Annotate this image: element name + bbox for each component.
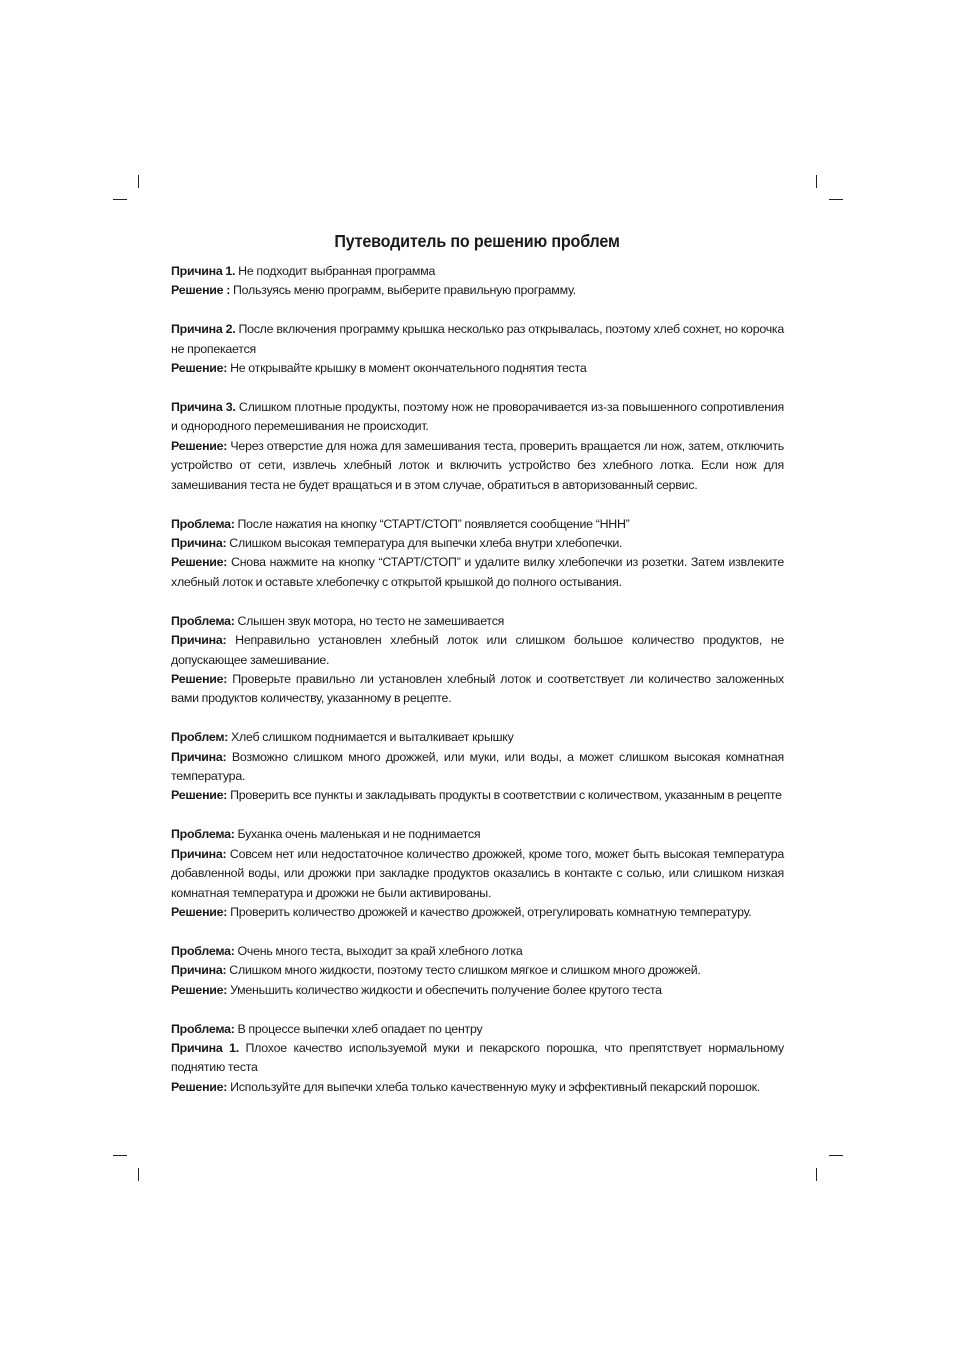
troubleshooting-entry (171, 515, 784, 593)
line-label: Решение : (171, 283, 231, 298)
entry-line (171, 961, 784, 980)
entry-line (171, 553, 784, 592)
line-label: Решение: (171, 904, 228, 919)
line-label: Причина 3. (171, 400, 236, 415)
entry-line (171, 281, 784, 300)
entry-line (171, 728, 784, 747)
page-title: Путеводитель по решению проблем (334, 231, 620, 251)
troubleshooting-entry (171, 612, 784, 709)
entry-line (171, 981, 784, 1000)
line-label: Причина 1. (171, 1041, 239, 1055)
entry-line (171, 942, 784, 961)
entry-line (171, 398, 784, 437)
line-text: После включения программу крышка несколько раз открывалась, поэтому хлеб сохнет, но корочка не пропекается (171, 322, 784, 356)
line-text: После нажатия на кнопку “СТАРТ/СТОП” появляется сообщение “ННН” (234, 516, 630, 531)
crop-mark-top-left-horizontal (113, 199, 127, 200)
entry-line (171, 534, 784, 553)
line-label: Решение: (171, 982, 228, 997)
line-text: Не открывайте крышку в момент окончательного поднятия теста (227, 361, 587, 376)
entry-line (171, 748, 784, 787)
crop-mark-top-left-vertical (138, 175, 139, 188)
troubleshooting-entry (171, 398, 784, 495)
troubleshooting-entry (171, 942, 784, 1000)
line-label: Проблема: (171, 516, 235, 531)
troubleshooting-entry (171, 1020, 784, 1098)
line-text: Совсем нет или недостаточное количество дрожжей, кроме того, может быть высокая температура добавленной воды, или дрожжи при закладке продуктов оказались в контакте с солью, или слишком низкая комнатная температура и дрожжи не были активированы. (171, 846, 784, 900)
line-label: Решение: (171, 671, 228, 686)
entry-line (171, 1039, 784, 1078)
entry-line (171, 845, 784, 903)
entry-line (171, 515, 784, 534)
line-text: Слишком много жидкости, поэтому тесто слишком мягкое и слишком много дрожжей. (226, 963, 701, 978)
line-text: Проверьте правильно ли установлен хлебный лоток и соответствует ли количество заложенных вами продуктов количеству, указанному в рецепте. (171, 671, 784, 706)
line-text: Слышен звук мотора, но тесто не замешивается (234, 613, 505, 628)
line-text: Слишком плотные продукты, поэтому нож не проворачивается из-за повышенного сопротивления и однородного перемешивания не происходит. (171, 400, 784, 434)
line-text: Неправильно установлен хлебный лоток или слишком большое количество продуктов, не допускающее замешивание. (171, 633, 784, 667)
line-label: Причина: (171, 535, 227, 550)
line-text: Слишком высокая температура для выпечки хлеба внутри хлебопечки. (226, 535, 623, 550)
line-label: Причина: (171, 633, 227, 648)
entry-line (171, 1020, 784, 1039)
line-label: Причина: (171, 846, 227, 861)
crop-mark-top-right-vertical (816, 175, 817, 188)
line-label: Причина: (171, 749, 227, 764)
line-label: Проблема: (171, 613, 235, 628)
crop-mark-bottom-right-horizontal (829, 1155, 843, 1156)
entry-line (171, 903, 784, 922)
line-text: Уменьшить количество жидкости и обеспечить получение более крутого теста (227, 982, 662, 997)
entry-line (171, 631, 784, 670)
troubleshooting-entry (171, 262, 784, 301)
line-label: Проблема: (171, 827, 235, 842)
line-label: Решение: (171, 361, 228, 376)
troubleshooting-entry (171, 825, 784, 922)
line-label: Решение: (171, 1079, 228, 1094)
crop-mark-bottom-left-vertical (138, 1168, 139, 1181)
entry-line (171, 262, 784, 281)
crop-mark-bottom-right-vertical (816, 1168, 817, 1181)
line-text: Не подходит выбранная программа (235, 264, 436, 278)
troubleshooting-entry (171, 728, 784, 806)
entry-line (171, 612, 784, 631)
troubleshooting-list (171, 262, 784, 1117)
line-label: Решение: (171, 438, 228, 453)
entry-line (171, 1078, 784, 1097)
line-text: Используйте для выпечки хлеба только качественную муку и эффективный пекарский порошок. (227, 1079, 760, 1094)
line-label: Причина 2. (171, 322, 236, 337)
line-label: Проблема: (171, 943, 235, 958)
line-label: Проблем: (171, 730, 229, 745)
line-text: Проверить количество дрожжей и качество дрожжей, отрегулировать комнатную температуру. (227, 904, 752, 919)
entry-line (171, 359, 784, 378)
line-label: Причина 1. (171, 264, 236, 278)
line-text: Буханка очень маленькая и не поднимается (234, 827, 481, 842)
line-text: Очень много теста, выходит за край хлебного лотка (234, 943, 523, 958)
line-label: Решение: (171, 555, 228, 570)
entry-line (171, 437, 784, 495)
line-label: Решение: (171, 788, 228, 803)
line-text: Через отверстие для ножа для замешивания теста, проверить вращается ли нож, затем, отключить устройство от сети, извлечь хлебный лоток и включить устройство без хлебного лотка. Если нож для замешивания теста не будет вращаться и в этом случае, обратиться в авторизованный сервис. (171, 438, 784, 492)
entry-line (171, 825, 784, 844)
line-text: Снова нажмите на кнопку “СТАРТ/СТОП” и удалите вилку хлебопечки из розетки. Затем извлеките хлебный лоток и оставьте хлебопечку с открытой крышкой до полного остывания. (171, 555, 784, 589)
line-label: Причина: (171, 963, 227, 978)
entry-line (171, 786, 784, 805)
line-text: Плохое качество используемой муки и пекарского порошка, что препятствует нормальному поднятию теста (171, 1041, 784, 1075)
line-text: Хлеб слишком поднимается и выталкивает крышку (228, 730, 514, 745)
crop-mark-top-right-horizontal (829, 199, 843, 200)
line-label: Проблема: (171, 1021, 235, 1036)
troubleshooting-entry (171, 320, 784, 378)
line-text: Проверить все пункты и закладывать продукты в соответствии с количеством, указанным в рецепте (227, 788, 782, 803)
line-text: Возможно слишком много дрожжей, или муки, или воды, а может слишком высокая комнатная температура. (171, 749, 784, 784)
entry-line (171, 670, 784, 709)
entry-line (171, 320, 784, 359)
crop-mark-bottom-left-horizontal (113, 1155, 127, 1156)
line-text: Пользуясь меню программ, выберите правильную программу. (230, 283, 576, 298)
line-text: В процессе выпечки хлеб опадает по центру (234, 1021, 483, 1036)
